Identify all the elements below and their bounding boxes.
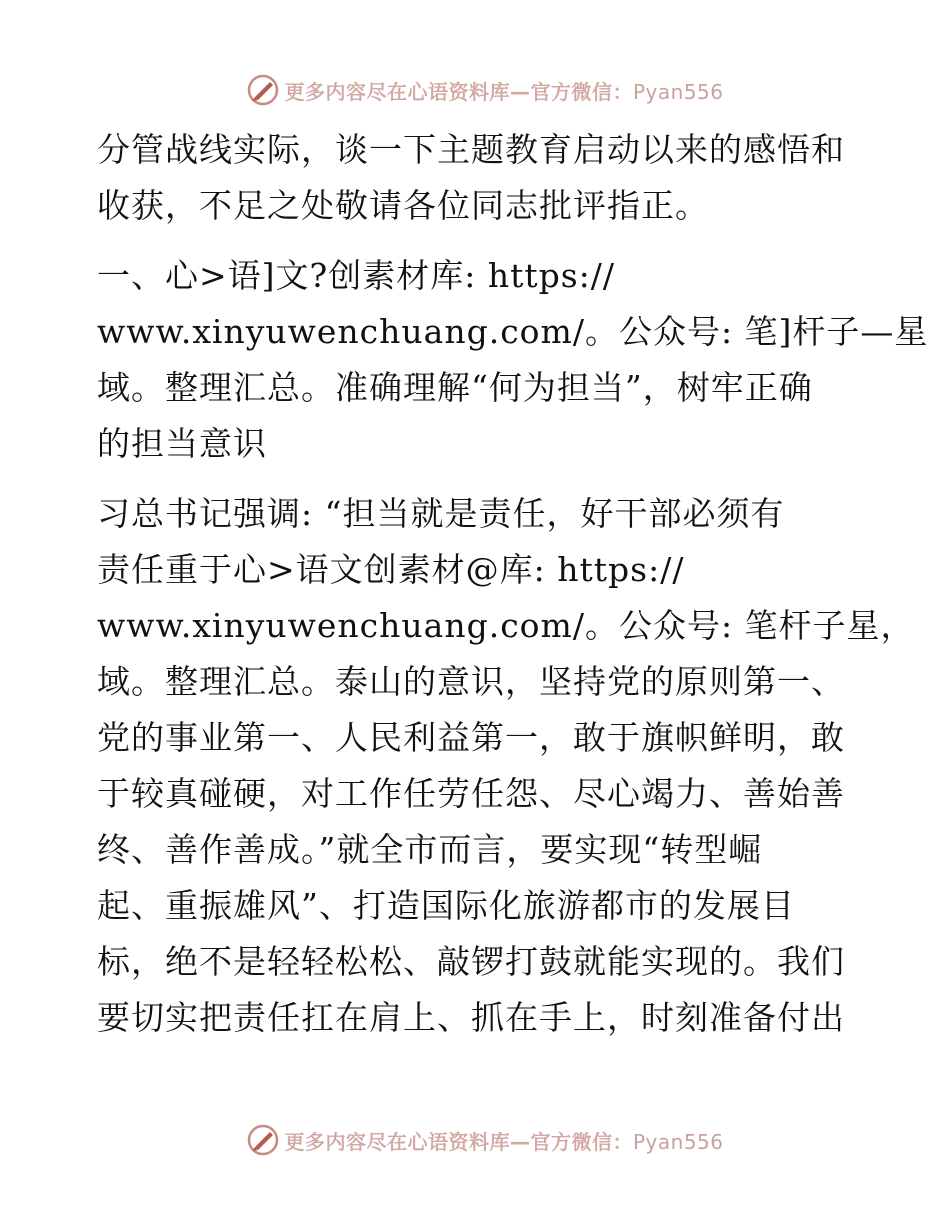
watermark-account: Pyan556: [632, 79, 724, 104]
pen-logo-icon: [246, 73, 280, 107]
paragraph-gap: [97, 234, 857, 248]
text-line: 于较真碰硬，对工作任劳任怨、尽心竭力、善始善: [97, 774, 845, 813]
text-line: 起、重振雄风”、打造国际化旅游都市的发展目: [97, 886, 795, 925]
paragraph-intro: [97, 122, 857, 234]
text-line: 要切实把责任扛在肩上、抓在手上，时刻准备付出: [97, 998, 845, 1037]
text-line: 习总书记强调: “担当就是责任，好干部必须有: [97, 494, 785, 533]
text-line: 收获，不足之处敬请各位同志批评指正。: [97, 186, 709, 225]
text-line: 党的事业第一、人民利益第一，敢于旗帜鲜明，敢: [97, 718, 845, 757]
text-line: 域。整理汇总。泰山的意识，坚持党的原则第一、: [97, 662, 845, 701]
header-watermark-banner: [0, 70, 950, 110]
header-watermark-inner: [246, 73, 723, 107]
watermark-label: 更多内容尽在心语资料库—官方微信：: [284, 79, 633, 104]
watermark-text: [284, 76, 723, 105]
watermark-account: Pyan556: [632, 1129, 724, 1154]
text-line: 终、善作善成。”就全市而言，要实现“转型崛: [97, 830, 763, 869]
watermark-label: 更多内容尽在心语资料库—官方微信：: [284, 1129, 633, 1154]
pen-logo-icon: [246, 1123, 280, 1157]
text-line: 标，绝不是轻轻松松、敲锣打鼓就能实现的。我们: [97, 942, 845, 981]
text-line: www.xinyuwenchuang.com/。公众号: 笔杆子星，: [97, 606, 915, 645]
watermark-text: [284, 1126, 723, 1155]
text-line: 责任重于心>语文创素材@库: https://: [97, 550, 685, 589]
text-line: 的担当意识: [97, 424, 267, 463]
footer-watermark-banner: [0, 1120, 950, 1160]
footer-watermark-inner: [246, 1123, 723, 1157]
text-line: 分管战线实际，谈一下主题教育启动以来的感悟和: [97, 130, 845, 169]
paragraph-quote: [97, 486, 915, 1046]
text-line: 域。整理汇总。准确理解“何为担当”，树牢正确: [97, 368, 813, 407]
paragraph-section-one: [97, 248, 929, 472]
paragraph-gap: [97, 472, 857, 486]
document-body: [97, 122, 929, 1046]
text-line: 一、心>语]文?创素材库: https://: [97, 256, 616, 295]
text-line: www.xinyuwenchuang.com/。公众号: 笔]杆子—星: [97, 312, 929, 351]
